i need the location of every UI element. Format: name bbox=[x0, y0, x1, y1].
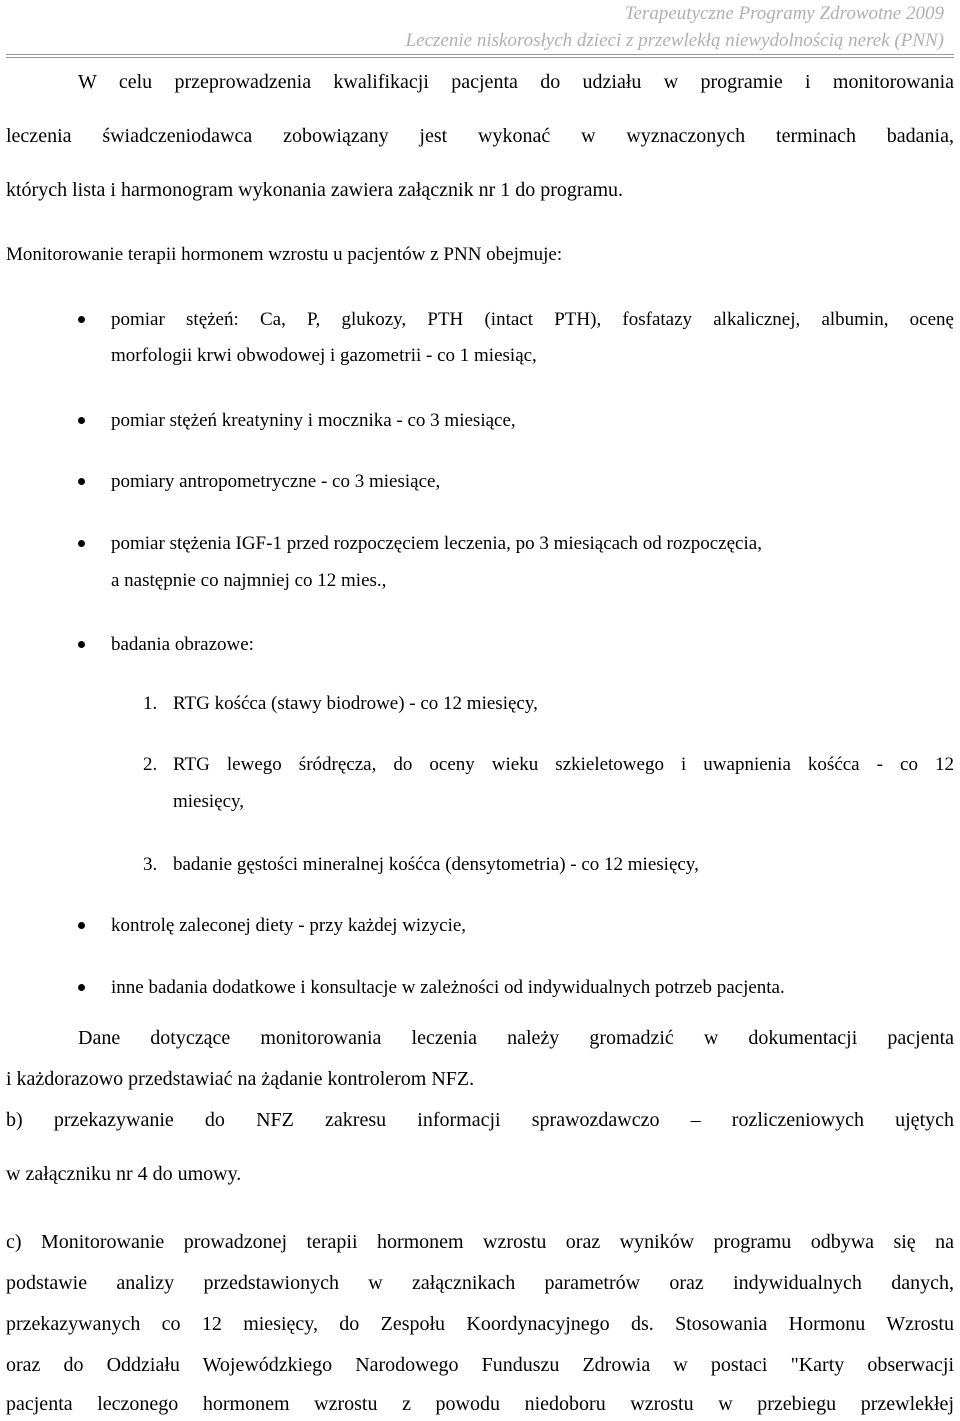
section-c-line-4: oraz do Oddziału Wojewódzkiego Narodowego Funduszu Zdrowia w postaci "Karty obserwacji bbox=[6, 1354, 954, 1376]
bullet-5-line-1: badania obrazowe: bbox=[111, 634, 254, 655]
bullet-3-line-1: pomiary antropometryczne - co 3 miesiące, bbox=[111, 471, 441, 492]
bullet-7-line-1: inne badania dodatkowe i konsultacje w zależności od indywidualnych potrzeb pacjenta. bbox=[111, 977, 785, 998]
imaging-2-number: 2. bbox=[143, 754, 158, 775]
section-c-line-2: podstawie analizy przedstawionych w załącznikach parametrów oraz indywidualnych danych, bbox=[6, 1272, 954, 1294]
bullet-dot bbox=[78, 417, 85, 424]
imaging-2-line-2: miesięcy, bbox=[173, 791, 245, 812]
documentation-line-2: i każdorazowo przedstawiać na żądanie kontrolerom NFZ. bbox=[6, 1068, 475, 1090]
section-b-line-2: w załączniku nr 4 do umowy. bbox=[6, 1163, 242, 1185]
bullet-4-line-1: pomiar stężenia IGF-1 przed rozpoczęciem leczenia, po 3 miesiącach od rozpoczęcia, bbox=[111, 533, 762, 554]
monitoring-heading: Monitorowanie terapii hormonem wzrostu u pacjentów z PNN obejmuje: bbox=[6, 244, 563, 265]
bullet-dot bbox=[78, 540, 85, 547]
bullet-dot bbox=[78, 641, 85, 648]
intro-line-3: których lista i harmonogram wykonania zawiera załącznik nr 1 do programu. bbox=[6, 179, 624, 201]
documentation-line-1: Dane dotyczące monitorowania leczenia należy gromadzić w dokumentacji pacjenta bbox=[78, 1027, 954, 1049]
bullet-dot bbox=[78, 316, 85, 323]
imaging-3-line-1: badanie gęstości mineralnej kośćca (densytometria) - co 12 miesięcy, bbox=[173, 854, 699, 875]
bullet-dot bbox=[78, 984, 85, 991]
section-c-line-5: pacjenta leczonego hormonem wzrostu z powodu niedoboru wzrostu w przebiegu przewlekłej bbox=[6, 1393, 954, 1415]
bullet-1-line-2: morfologii krwi obwodowej i gazometrii - co 1 miesiąc, bbox=[111, 345, 537, 366]
section-b-line-1: b) przekazywanie do NFZ zakresu informacji sprawozdawczo – rozliczeniowych ujętych bbox=[6, 1109, 954, 1131]
bullet-6-line-1: kontrolę zaleconej diety - przy każdej wizycie, bbox=[111, 915, 467, 936]
bullet-1-line-1: pomiar stężeń: Ca, P, glukozy, PTH (intact PTH), fosfatazy alkalicznej, albumin, ocenę bbox=[111, 309, 954, 330]
bullet-dot bbox=[78, 922, 85, 929]
imaging-1-line-1: RTG kośćca (stawy biodrowe) - co 12 miesięcy, bbox=[173, 693, 538, 714]
header-program-title: Terapeutyczne Programy Zdrowotne 2009 bbox=[624, 3, 944, 24]
bullet-4-line-2: a następnie co najmniej co 12 mies., bbox=[111, 570, 387, 591]
page-header bbox=[406, 0, 944, 54]
section-c-line-3: przekazywanych co 12 miesięcy, do Zespołu Koordynacyjnego ds. Stosowania Hormonu Wzrostu bbox=[6, 1313, 954, 1335]
imaging-3-number: 3. bbox=[143, 854, 158, 875]
bullet-dot bbox=[78, 478, 85, 485]
header-divider bbox=[6, 54, 954, 58]
imaging-2-line-1: RTG lewego śródręcza, do oceny wieku szkieletowego i uwapnienia kośćca - co 12 bbox=[173, 754, 954, 775]
imaging-1-number: 1. bbox=[143, 693, 158, 714]
intro-line-1: W celu przeprowadzenia kwalifikacji pacjenta do udziału w programie i monitorowania bbox=[78, 71, 954, 93]
intro-line-2: leczenia świadczeniodawca zobowiązany jest wykonać w wyznaczonych terminach badania, bbox=[6, 125, 954, 147]
section-c-line-1: c) Monitorowanie prowadzonej terapii hormonem wzrostu oraz wyników programu odbywa się na bbox=[6, 1231, 954, 1253]
bullet-2-line-1: pomiar stężeń kreatyniny i mocznika - co 3 miesiące, bbox=[111, 410, 516, 431]
header-program-subtitle: Leczenie niskorosłych dzieci z przewlekłą niewydolnością nerek (PNN) bbox=[405, 30, 944, 51]
